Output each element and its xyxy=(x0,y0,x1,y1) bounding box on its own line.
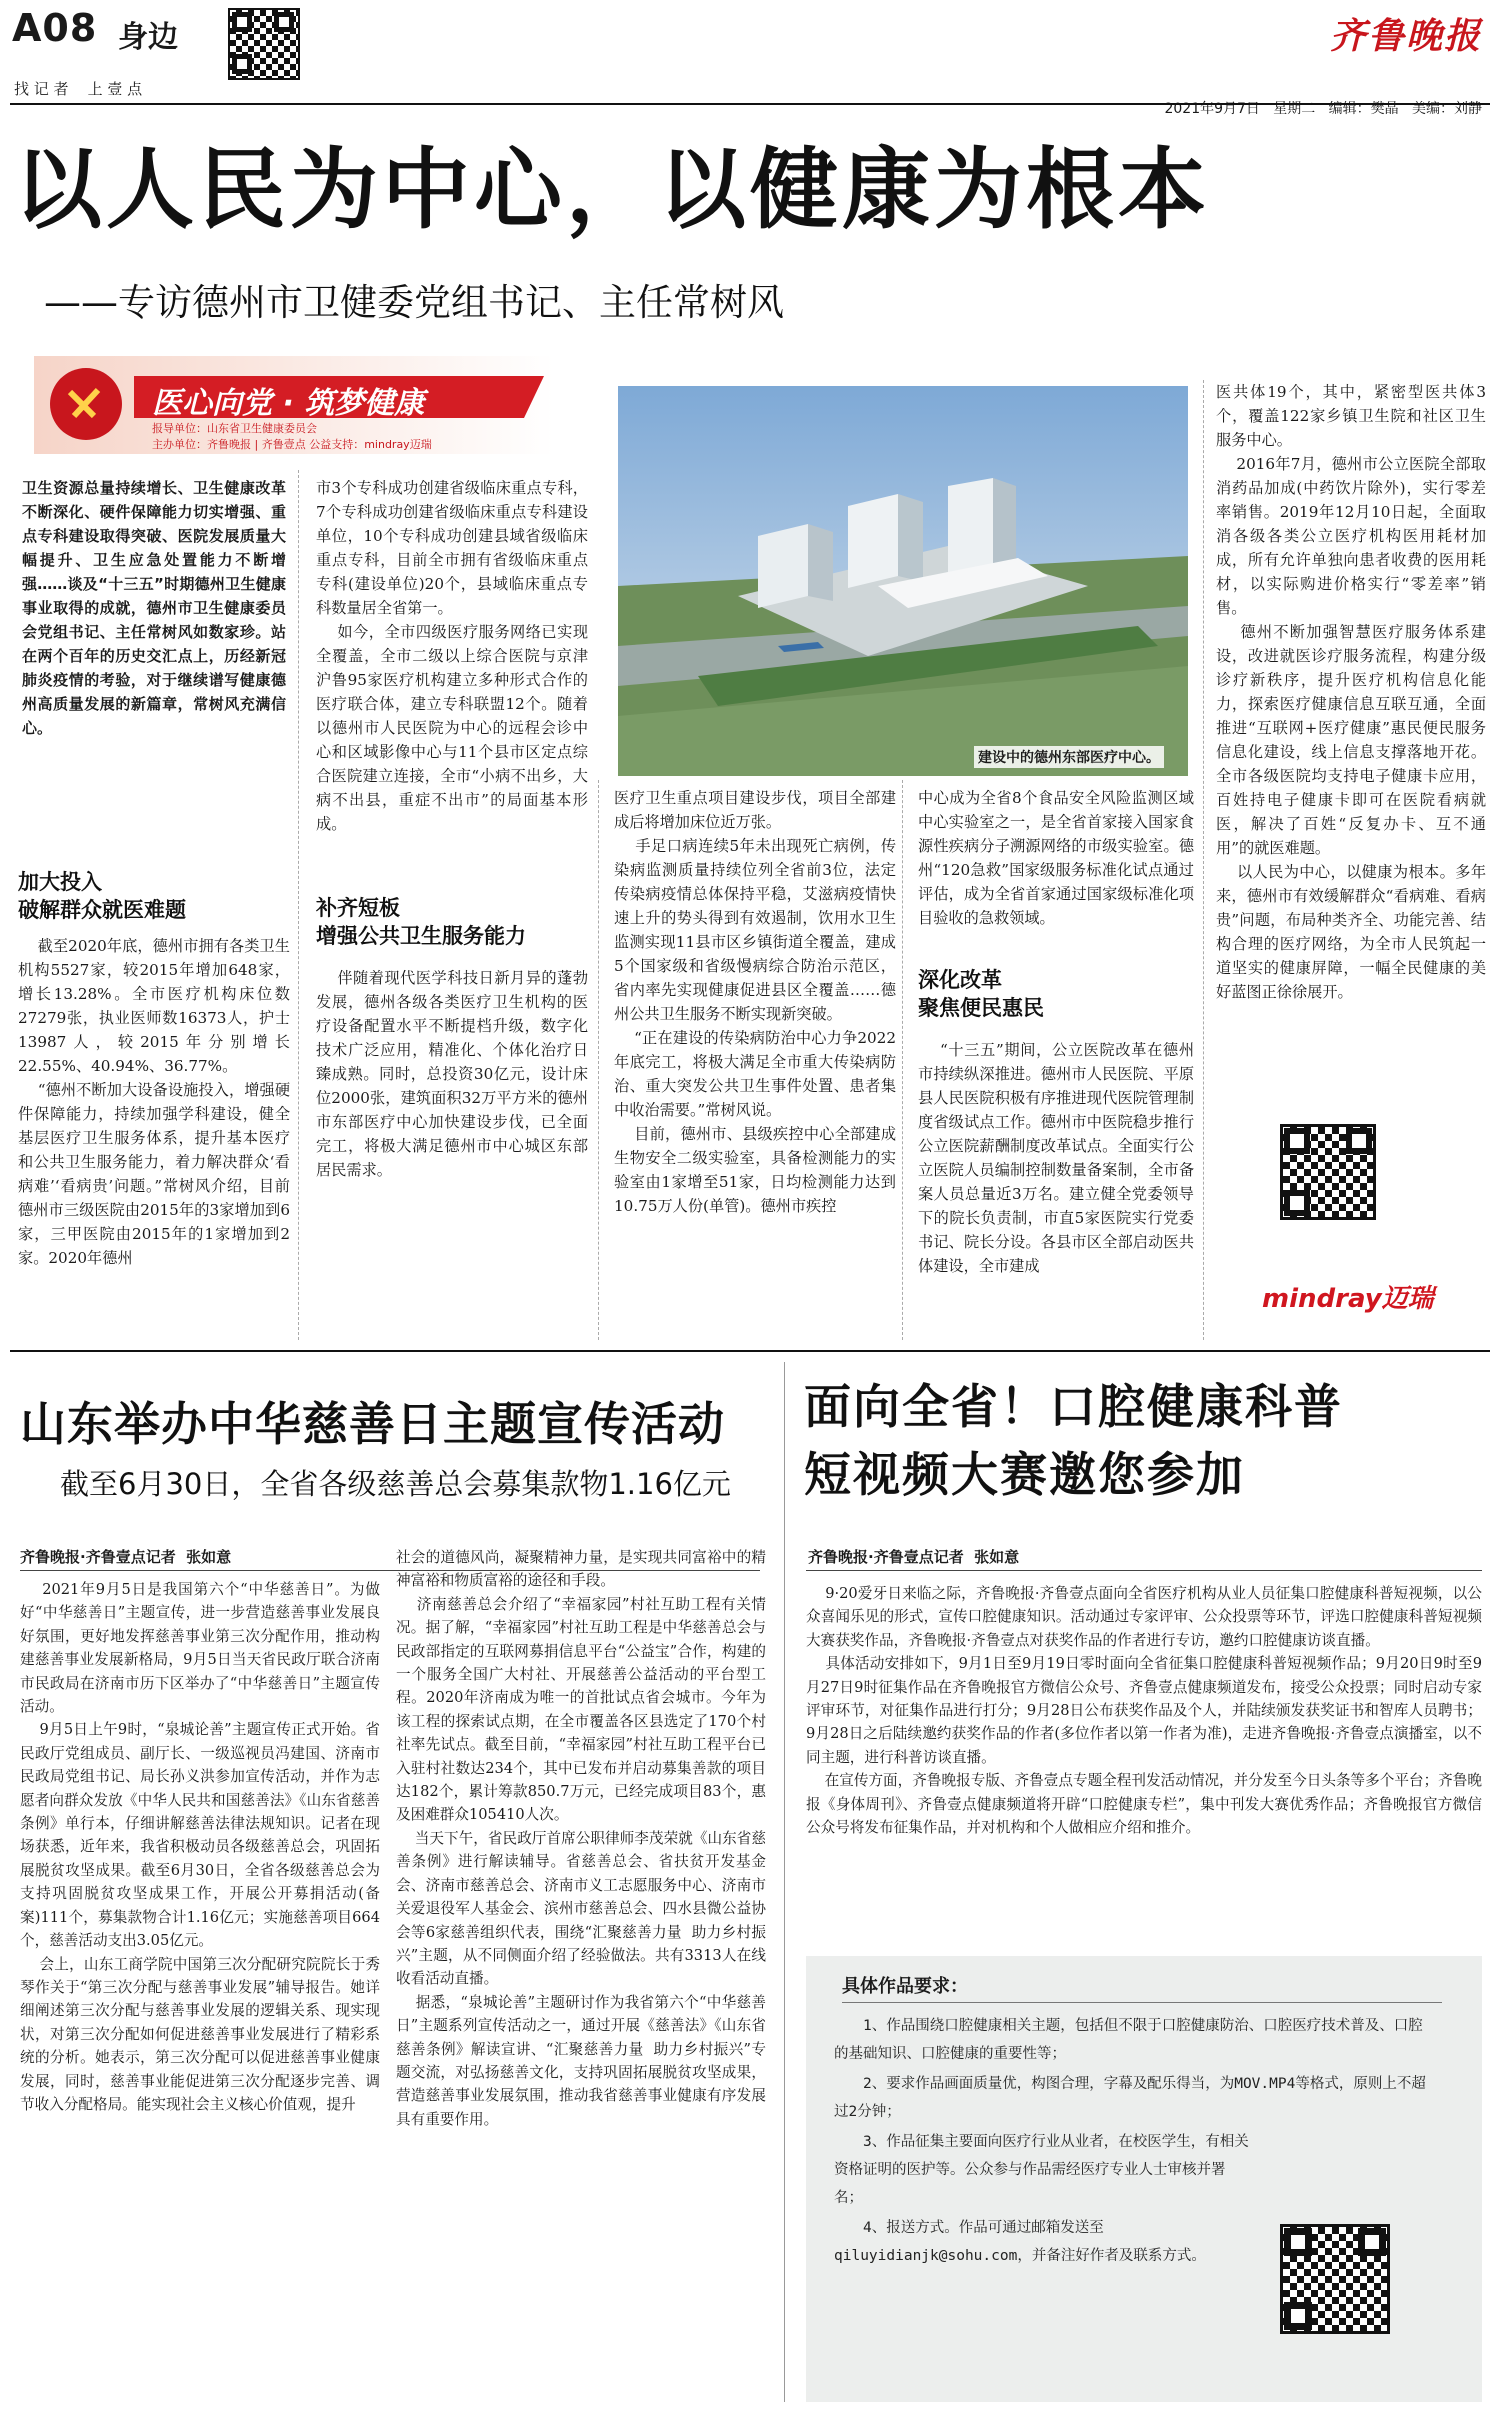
feature-col-2a: 市3个专科成功创建省级临床重点专科，7个专科成功创建省级临床重点专科建设单位，10个专科成功创建县域省级临床重点专科，目前全市拥有省级临床重点专科(建设单位)20个，县域临床重点专科数量居全省第一。 如今，全市四级医疗服务网络已实现全覆盖，全市二级以上综合医院与京津沪鲁95家医疗机构建立多种形式合作的医疗联合体，建立专科联盟12个。随着以德州市人民医院为中心的远程会诊中心和区域影像中心与11个县市区定点综合医院建立连接，全市“小病不出乡，大病不出县，重症不出市”的局面基本形成。 xyxy=(316,479,588,833)
masthead-meta xyxy=(1164,82,1482,118)
feature-subhead-2: 补齐短板 增强公共卫生服务能力 xyxy=(316,896,526,948)
feature-col-4b: “十三五”期间，公立医院改革在德州市持续纵深推进。德州市人民医院、平原县人民医院积极有序推进现代医院管理制度省级试点工作。德州市中医院稳步推行公立医院薪酬制度改革试点。全面实行公立医院人员编制控制数量备案制，全市备案人员总量近3万名。建立健全党委领导下的院长负责制，市直5家医院实行党委书记、院长分设。各县市区全部启动医共体建设，全市建成 xyxy=(918,1041,1194,1275)
column-rule xyxy=(784,1362,785,2402)
editor: 编辑：樊晶 xyxy=(1328,101,1399,117)
issue-weekday: 星期二 xyxy=(1273,101,1316,117)
requirements-title: 具体作品要求： xyxy=(842,1976,968,1997)
feature-headline: 以人民为中心，以健康为根本 xyxy=(14,138,1211,241)
oral-qr-finder xyxy=(1358,2228,1386,2256)
masthead-qr-finder-tr xyxy=(274,12,294,32)
charity-col-2: 社会的道德风尚，凝聚精神力量，是实现共同富裕中的精神富裕和物质富裕的途径和手段。 济南慈善总会介绍了“幸福家园”村社互助工程有关情况。据了解，“幸福家园”村社互助工程是中华慈善总会与民政部指定的互联网募捐信息平台“公益宝”合作，构建的一个服务全国广大村社、开展慈善公益活动的平台型工程。2020年济南成为唯一的首批试点省会城市。今年为该工程的探索试点期，在全市覆盖各区县选定了170个村社率先试点。截至目前，“幸福家园”村社互助工程平台已入驻村社数达234个，其中已发布并启动募集善款的项目达182个，累计筹款850.7万元，已经完成项目83个，惠及困难群众105410人次。 当天下午，省民政厅首席公职律师李茂荣就《山东省慈善条例》进行解读辅导。省慈善总会、省扶贫开发基金会、济南市慈善总会、济南市义工志愿服务中心、济南市关爱退役军人基金会、滨州市慈善总会、四水县微公益协会等6家慈善组织代表，围绕“汇聚慈善力量 助力乡村振兴”主题，从不同侧面介绍了经验做法。共有3313人在线收看活动直播。 据悉，“泉城论善”主题研讨作为我省第六个“中华慈善日”主题系列宣传活动之一，通过开展《慈善法》《山东省慈善条例》解读宣讲、“汇聚慈善力量 助力乡村振兴”专题交流，对弘扬慈善文化，支持巩固拓展脱贫攻坚成果，营造慈善事业发展氛围，推动我省慈善事业健康有序发展具有重要作用。 xyxy=(396,1549,766,2128)
feature-lead: 卫生资源总量持续增长、卫生健康改革不断深化、硬件保障能力切实增强、重点专科建设取得突破、医院发展质量大幅提升、卫生应急处置能力不断增强……谈及“十三五”时期德州卫生健康事业取得的成就，德州市卫生健康委员会党组书记、主任常树风如数家珍。站在两个百年的历史交汇点上，历经新冠肺炎疫情的考验，对于继续谱写健康德州高质量发展的新篇章，常树风充满信心。 xyxy=(22,479,286,737)
banner-line-2: 主办单位：齐鲁晚报 | 齐鲁壹点 公益支持：mindray迈瑞 xyxy=(152,438,432,451)
feature-col-3: 医疗卫生重点项目建设步伐，项目全部建成后将增加床位近万张。 手足口病连续5年未出现死亡病例，传染病监测质量持续位列全省前3位，法定传染病疫情总体保持平稳，艾滋病疫情快速上升的势头得到有效遏制，饮用水卫生监测实现11县市区乡镇街道全覆盖，建成5个国家级和省级慢病综合防治示范区，省内率先实现健康促进县区全覆盖……德州公共卫生服务不断实现新突破。 “正在建设的传染病防治中心力争2022年底完工，将极大满足全市重大传染病防治、重大突发公共卫生事件处置、患者集中收治需要。”常树风说。 目前，德州市、县级疾控中心全部建成生物安全二级实验室，具备检测能力的实验室由1家增至51家，日均检测能力达到10.75万人份(单管)。德州市疾控 xyxy=(614,789,896,1215)
oral-byline: 齐鲁晚报·齐鲁壹点记者 张如意 xyxy=(808,1548,1020,1566)
hospital-rendering-photo xyxy=(618,386,1188,776)
requirements-rule xyxy=(842,2002,1442,2003)
newspaper-logo: 齐鲁晚报 xyxy=(1329,15,1482,57)
column-rule xyxy=(1203,380,1204,1340)
oral-body: 9·20爱牙日来临之际，齐鲁晚报·齐鲁壹点面向全省医疗机构从业人员征集口腔健康科普短视频，以公众喜闻乐见的形式，宣传口腔健康知识。活动通过专家评审、公众投票等环节，评选口腔健康科普短视频大赛获奖作品，齐鲁晚报·齐鲁壹点对获奖作品的作者进行专访，邀约口腔健康访谈直播。 具体活动安排如下，9月1日至9月19日零时面向全省征集口腔健康科普短视频作品；9月20日9时至9月27日9时征集作品在齐鲁晚报官方微信公众号、齐鲁壹点健康频道发布，接受公众投票；同时启动专家评审环节，对征集作品进行打分；9月28日公布获奖作品及个人，并陆续颁发获奖证书和智库人员聘书；9月28日之后陆续邀约获奖作品的作者(多位作者以第一作者为准)，走进齐鲁晚报·齐鲁壹点演播室，以不同主题，进行科普访谈直播。 在宣传方面，齐鲁晚报专版、齐鲁壹点专题全程刊发活动情况，并分发至今日头条等多个平台；齐鲁晚报《身体周刊》、齐鲁壹点健康频道将开辟“口腔健康专栏”，集中刊发大赛优秀作品；齐鲁晚报官方微信公众号将发布征集作品，并对机构和个人做相应介绍和推介。 xyxy=(806,1585,1482,1837)
feature-subhead-1: 加大投入 破解群众就医难题 xyxy=(18,870,186,922)
column-rule xyxy=(598,780,599,1340)
feature-col-2b: 伴随着现代医学科技日新月异的蓬勃发展，德州各级各类医疗卫生机构的医疗设备配置水平不断提档升级，数字化技术广泛应用，精准化、个体化治疗日臻成熟。同时，总投资30亿元，设计床位2000张，建筑面积32万平方米的德州市东部医疗中心加快建设步伐，已全面完工，将极大满足德州市中心城区东部居民需求。 xyxy=(316,969,588,1179)
masthead-slogan: 找 记 者 上 壹 点 xyxy=(14,80,143,98)
feature-subhead-3: 深化改革 聚焦便民惠民 xyxy=(918,968,1044,1020)
oral-qr-finder xyxy=(1284,2302,1312,2330)
banner-line-1: 报导单位：山东省卫生健康委员会 xyxy=(152,422,317,435)
sponsor-qr-finder xyxy=(1284,1128,1310,1154)
sponsor-qr-finder xyxy=(1284,1190,1310,1216)
charity-byline: 齐鲁晚报·齐鲁壹点记者 张如意 xyxy=(20,1548,232,1566)
section-rule xyxy=(10,1350,1490,1352)
charity-headline: 山东举办中华慈善日主题宣传活动 xyxy=(20,1397,725,1451)
charity-col-1: 2021年9月5日是我国第六个“中华慈善日”。为做好“中华慈善日”主题宣传，进一步营造慈善事业发展良好氛围，更好地发挥慈善事业第三次分配作用，推动构建慈善事业发展新格局，9月5日当天省民政厅联合济南市民政局在济南市历下区举办了“中华慈善日”主题宣传活动。 9月5日上午9时，“泉城论善”主题宣传正式开始。省民政厅党组成员、副厅长、一级巡视员冯建国、济南市民政局党组书记、局长孙义洪参加宣传活动，并作为志愿者向群众发放《中华人民共和国慈善法》《山东省慈善条例》单行本，仔细讲解慈善法律法规知识。记者在现场获悉，近年来，我省积极动员各级慈善总会，巩固拓展脱贫攻坚成果。截至6月30日，全省各级慈善总会为支持巩固脱贫攻坚成果工作，开展公开募捐活动(备案)111个，募集款物合计1.16亿元；实施慈善项目664个，慈善活动支出3.05亿元。 会上，山东工商学院中国第三次分配研究院院长于秀琴作关于“第三次分配与慈善事业发展”辅导报告。她详细阐述第三次分配与慈善事业发展的逻辑关系、现实现状，对第三次分配如何促进慈善事业发展进行了精彩系统的分析。她表示，第三次分配可以促进慈善事业健康发展，同时，慈善事业能促进第三次分配逐步完善、调节收入分配格局。能实现社会主义核心价值观，提升 xyxy=(20,1581,380,2113)
section-name: 身边 xyxy=(118,20,178,55)
requirement-item: 2、要求作品画面质量优，构图合理，字幕及配乐得当，为MOV.MP4等格式，原则上不超过2分钟； xyxy=(834,2076,1426,2120)
sponsor-qr-finder xyxy=(1346,1128,1372,1154)
requirement-item: 3、作品征集主要面向医疗行业从业者，在校医学生，有相关资格证明的医护等。公众参与作品需经医疗专业人士审核并署名； xyxy=(834,2134,1249,2206)
oral-qr-finder xyxy=(1284,2228,1312,2256)
charity-subheadline: 截至6月30日，全省各级慈善总会募集款物1.16亿元 xyxy=(60,1467,731,1501)
feature-col-1: 截至2020年底，德州市拥有各类卫生机构5527家，较2015年增加648家，增长13.28%。全市医疗机构床位数27279张，执业医师数16373人，护士13987人，较2015年分别增长22.55%、40.94%、36.77%。 “德州不断加大设备设施投入，增强硬件保障能力，持续加强学科建设，健全基层医疗卫生服务体系，提升基本医疗和公共卫生服务能力，着力解决群众‘看病难’‘看病贵’问题。”常树风介绍，目前德州市三级医院由2015年的3家增加到6家，三甲医院由2015年的1家增加到2家。2020年德州 xyxy=(18,937,290,1267)
requirements-box xyxy=(806,1956,1482,2402)
banner-title: 医心向党 · 筑梦健康 xyxy=(152,386,425,421)
campaign-banner xyxy=(34,356,554,454)
masthead-qr-finder-tl xyxy=(232,12,252,32)
requirement-item: 1、作品围绕口腔健康相关主题，包括但不限于口腔健康防治、口腔医疗技术普及、口腔的基础知识、口腔健康的重要性等； xyxy=(834,2018,1423,2062)
feature-col-5: 医共体19个，其中，紧密型医共体3个，覆盖122家乡镇卫生院和社区卫生服务中心。 2016年7月，德州市公立医院全部取消药品加成(中药饮片除外)，实行零差率销售。2019年12月10日起，全面取消各级各类公立医疗机构医用耗材加成，所有允许单独向患者收费的医用耗材，以实际购进价格实行“零差率”销售。 德州不断加强智慧医疗服务体系建设，改进就医诊疗服务流程，构建分级诊疗新秩序，提升医疗机构信息化能力，探索医疗健康信息互联互通，全面推进“互联网+医疗健康”惠民便民服务信息化建设，线上信息支撑落地开花。全市各级医院均支持电子健康卡应用，百姓持电子健康卡即可在医院看病就医，解决了百姓“反复办卡、互不通用”的就医难题。 以人民为中心，以健康为根本。多年来，德州市有效缓解群众“看病难、看病贵”问题，布局种类齐全、功能完善、结构合理的医疗网络，为全市人民筑起一道坚实的健康屏障，一幅全民健康的美好蓝图正徐徐展开。 xyxy=(1216,383,1486,1001)
masthead-rule xyxy=(10,103,1490,105)
oral-headline-line-2: 短视频大赛邀您参加 xyxy=(804,1448,1245,1503)
issue-date: 2021年9月7日 xyxy=(1164,101,1260,117)
designer: 美编：刘静 xyxy=(1412,101,1482,117)
requirement-item: 4、报送方式。作品可通过邮箱发送至qiluyidianjk@sohu.com，并备注好作者及联系方式。 xyxy=(834,2220,1206,2264)
feature-col-4: 中心成为全省8个食品安全风险监测区域中心实验室之一，是全省首家接入国家食源性疾病分子溯源网络的市级实验室。德州“120急救”国家级服务标准化试点通过评估，成为全省首家通过国家级标准化项目验收的急救领域。 xyxy=(918,789,1194,927)
byline-rule xyxy=(806,1570,1482,1571)
page-number: A08 xyxy=(12,6,98,50)
mindray-logo: mindray迈瑞 xyxy=(1262,1284,1434,1314)
photo-caption: 建设中的德州东部医疗中心。 xyxy=(974,746,1164,768)
column-rule xyxy=(902,780,903,1340)
feature-subheadline: ——专访德州市卫健委党组书记、主任常树风 xyxy=(44,281,784,324)
column-rule xyxy=(298,470,299,1340)
masthead-qr-finder-bl xyxy=(232,54,252,74)
oral-headline-line-1: 面向全省！口腔健康科普 xyxy=(804,1380,1343,1435)
hospital-rendering-graphic xyxy=(618,386,1188,776)
